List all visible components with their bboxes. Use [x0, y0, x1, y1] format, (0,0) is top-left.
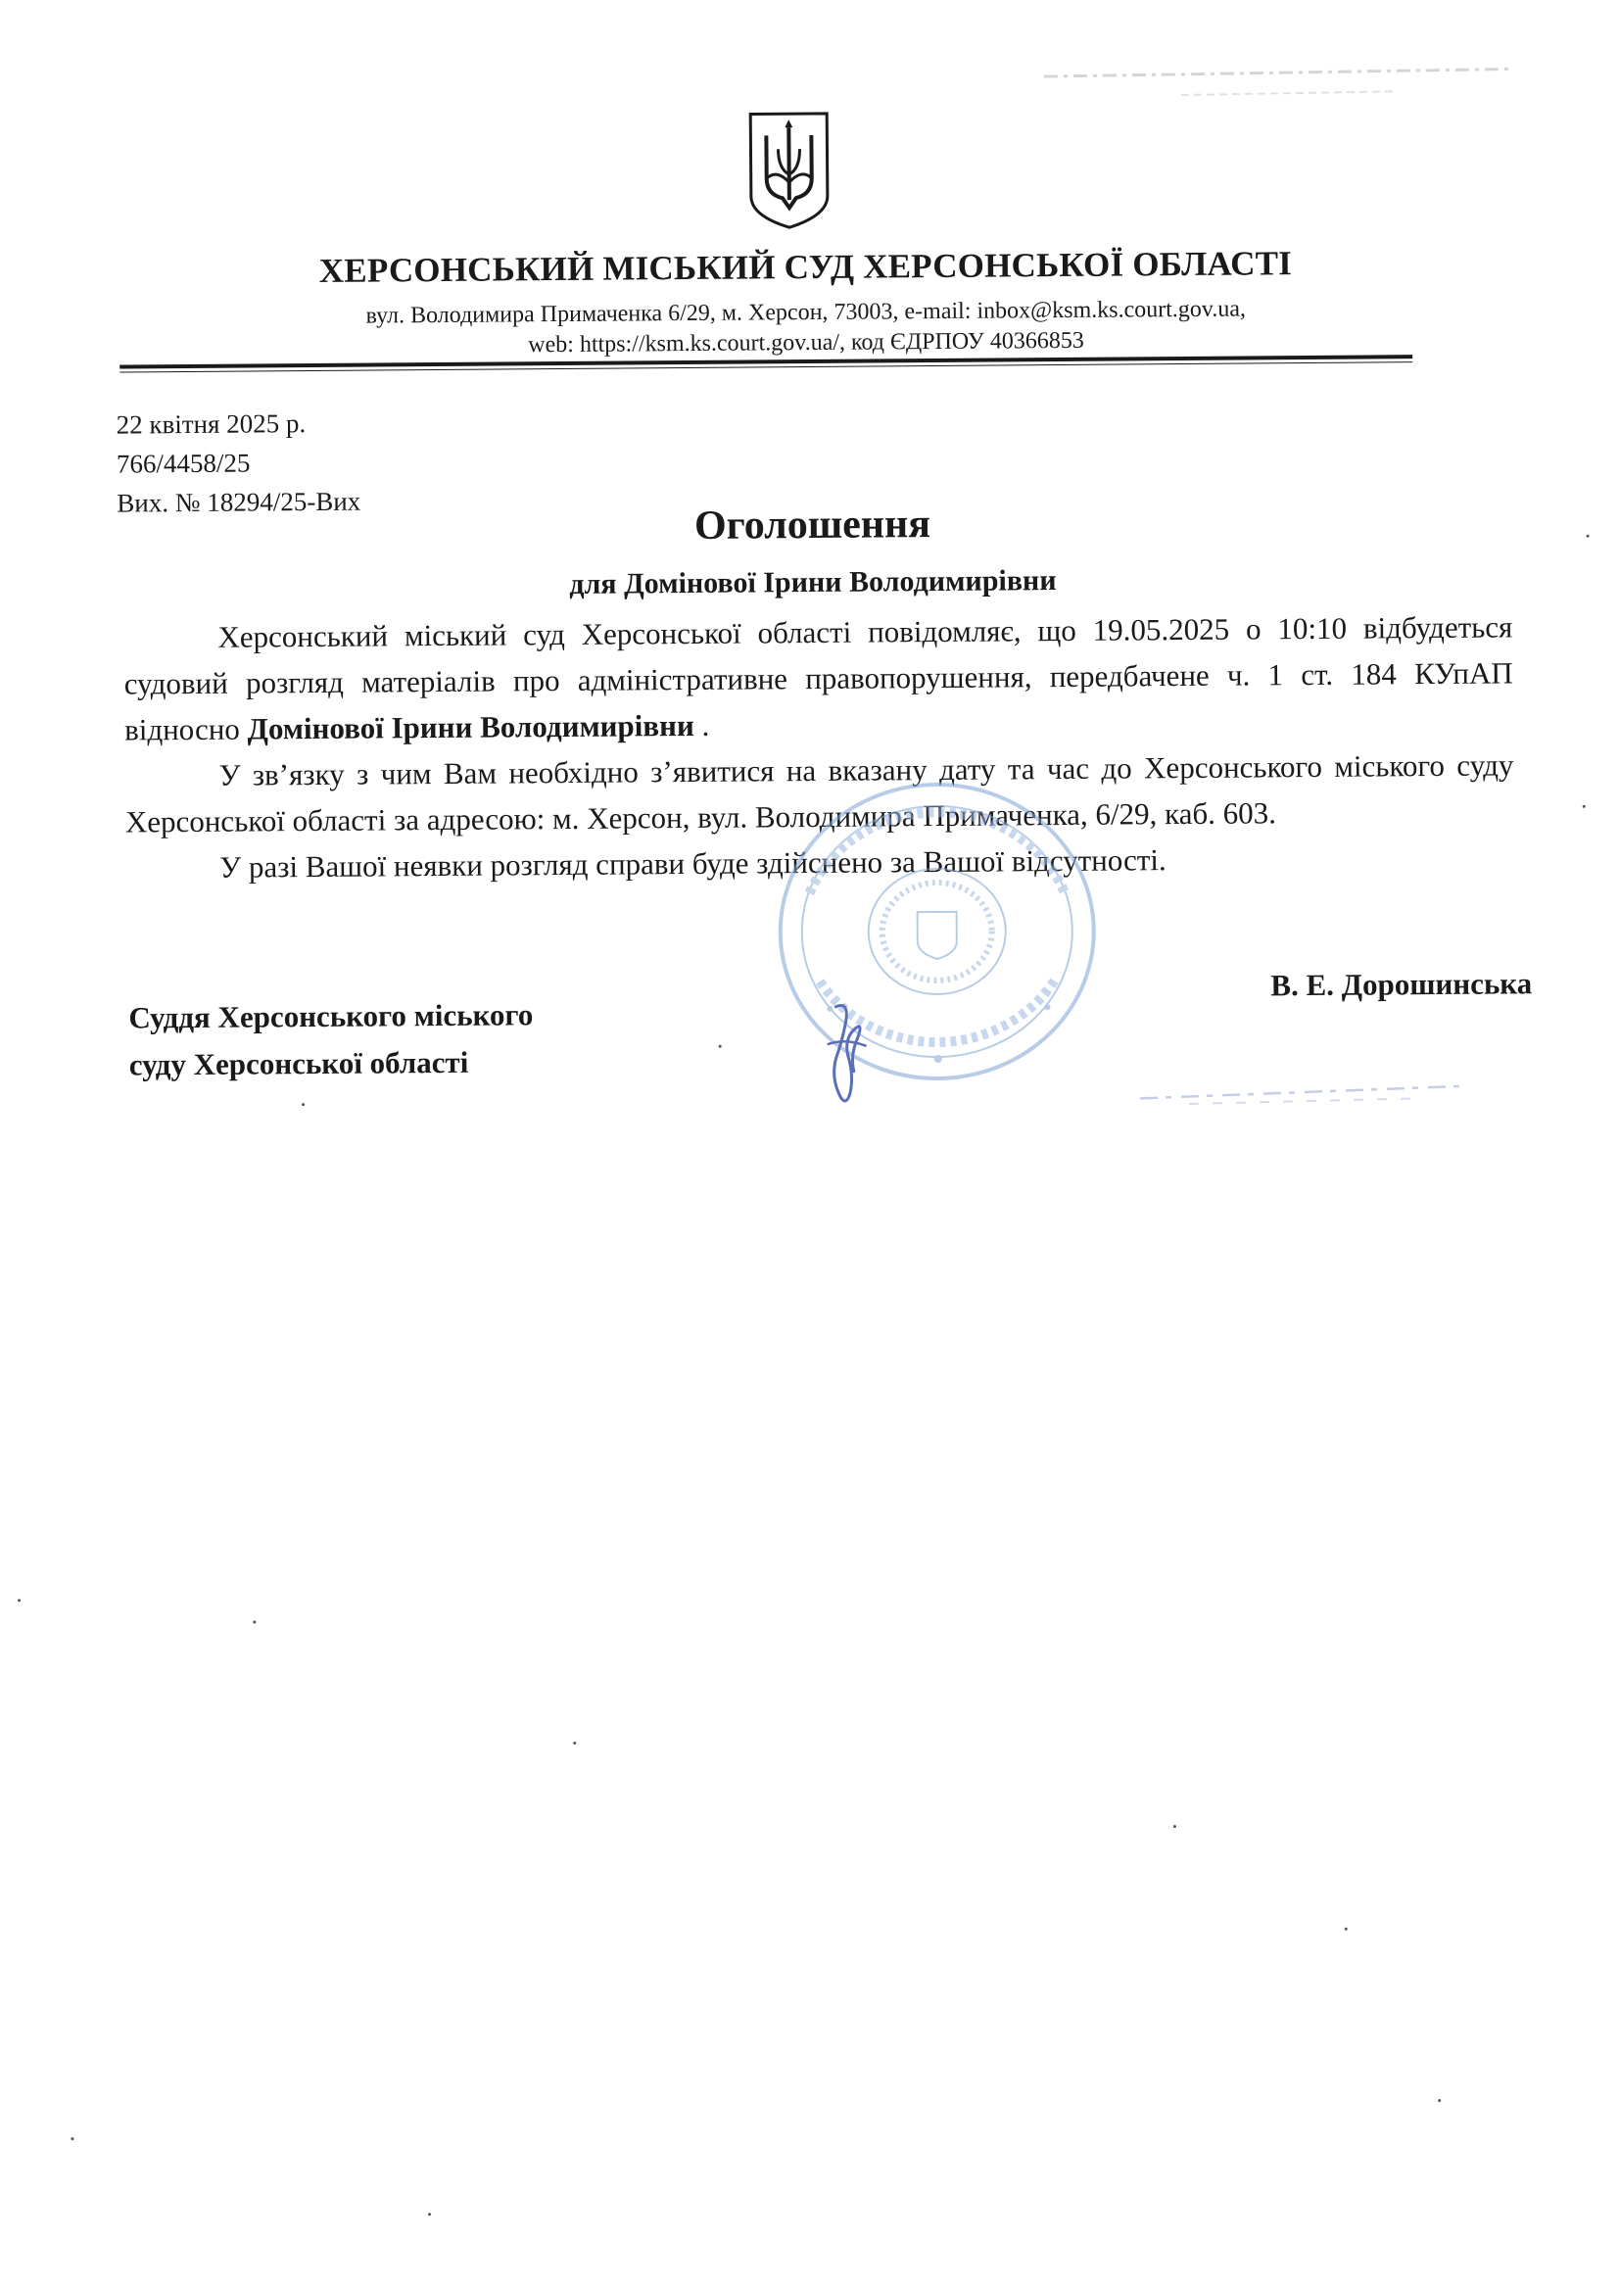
court-address: [145, 293, 1467, 364]
judge-position: [128, 991, 534, 1088]
scan-speck: [1345, 1928, 1348, 1931]
document-meta: [117, 404, 361, 523]
trident-emblem-icon: [744, 110, 833, 232]
scan-speck: [719, 1045, 722, 1048]
scan-smudge-icon: [1024, 59, 1534, 112]
scan-speck: [1173, 1825, 1176, 1828]
paragraph-hearing-end: .: [693, 707, 710, 742]
scan-speck: [428, 2213, 431, 2216]
scan-marks-icon: [1130, 1073, 1483, 1115]
court-name: ХЕРСОНСЬКИЙ МІСЬКИЙ СУД ХЕРСОНСЬКОЇ ОБЛАСТІ: [318, 244, 1293, 290]
court-address-line-1: вул. Володимира Примаченка 6/29, м. Херсон, 73003, e-mail: inbox@ksm.ks.court.gov.ua,: [365, 296, 1247, 329]
outgoing-number: Вих. № 18294/25-Вих: [117, 486, 361, 518]
paragraph-hearing-text: Херсонський міський суд Херсонської області повідомляє, що 19.05.2025 о 10:10 відбудеться судовий розгляд матеріалів про адміністративне правопорушення, передбачене ч. 1 ст. 184 КУпАП відносно: [123, 609, 1513, 747]
scan-speck: [18, 1599, 21, 1602]
scan-speck: [253, 1620, 256, 1623]
scan-speck: [71, 2137, 73, 2140]
paragraph-hearing: [123, 603, 1513, 752]
paragraph-appearance: У зв’язку з чим Вам необхідно з’явитися на вказану дату та час до Херсонського міського суду Херсонської області за адресою: м. Херсон, вул. Володимира Примаченка, 6/29, каб. 603.: [124, 747, 1514, 839]
handwritten-signature-icon: [806, 998, 895, 1107]
judge-position-line-1: Суддя Херсонського міського: [128, 997, 534, 1035]
judge-position-line-2: суду Херсонської області: [128, 1044, 469, 1082]
document-title: Оголошення: [693, 502, 931, 549]
addressee: для Домінової Ірини Володимирівни: [569, 564, 1057, 600]
scan-speck: [302, 1103, 305, 1106]
scan-speck: [1583, 805, 1586, 808]
scan-speck: [573, 1742, 576, 1745]
court-address-line-2: web: https://ksm.ks.court.gov.ua/, код ЄДРПОУ 40366853: [528, 327, 1084, 359]
case-number: 766/4458/25: [116, 448, 251, 479]
document-date: 22 квітня 2025 р.: [116, 408, 307, 440]
scan-speck: [1587, 535, 1590, 538]
paragraph-absence: У разі Вашої неявки розгляд справи буде здійснено за Вашої відсутності.: [219, 842, 1167, 885]
defendant-name: Домінової Ірини Володимирівни: [247, 707, 694, 746]
judge-name: В. Е. Дорошинська: [1270, 966, 1533, 1003]
scan-speck: [1438, 2099, 1441, 2102]
